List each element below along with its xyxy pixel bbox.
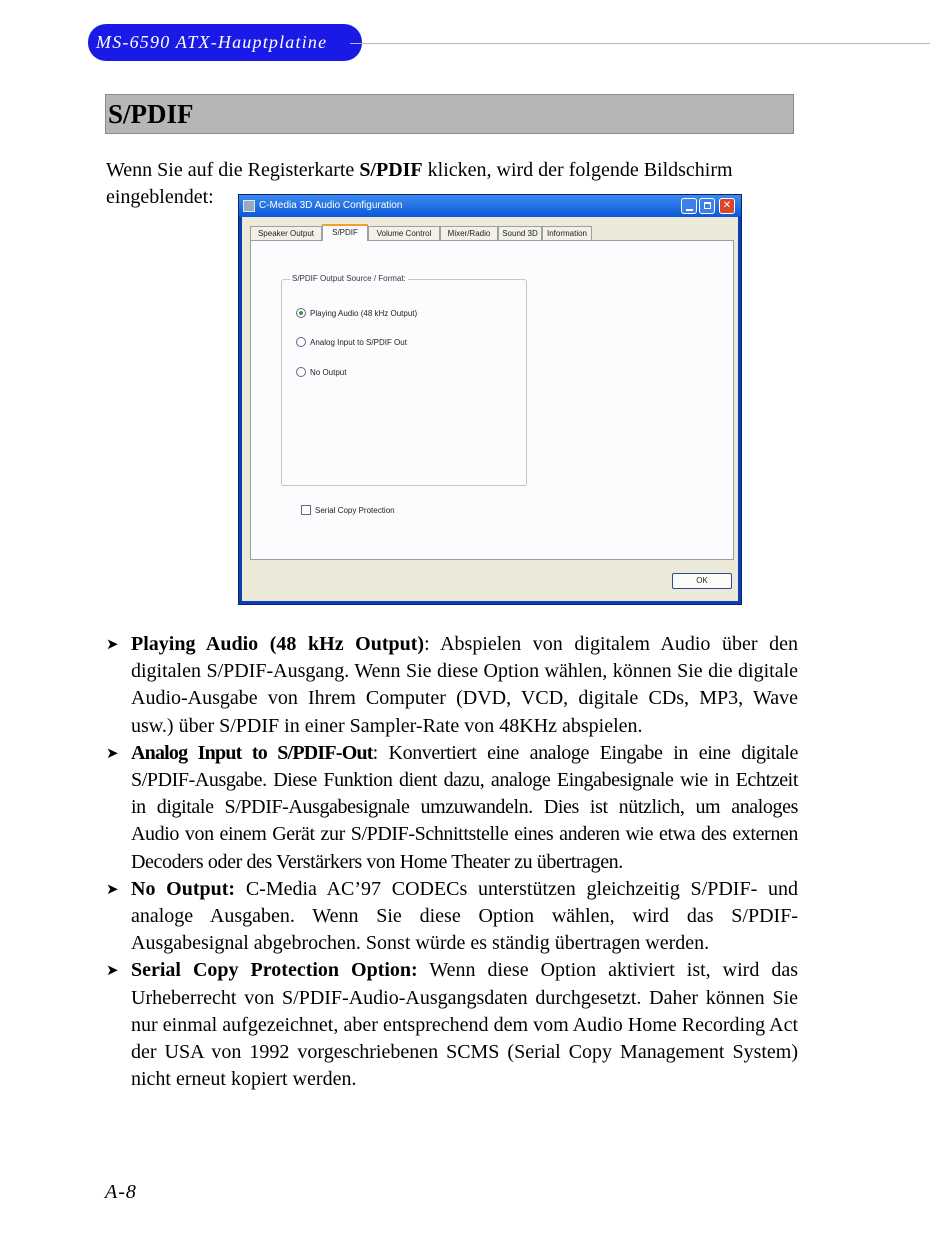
arrow-bullet-icon: ➤ [106, 635, 119, 653]
option-label: No Output [310, 368, 347, 377]
minimize-icon[interactable] [681, 198, 697, 214]
tab-information[interactable]: Information [542, 226, 592, 240]
tab-volume-control[interactable]: Volume Control [368, 226, 440, 240]
bullet-description: : Konvertiert eine analoge Eingabe in eine digitale S/PDIF-Ausgabe. Diese Funktion dient dazu, analoge Eingabesignale wie in Echtzeit in digitale S/PDIF-Ausgabesignale umzuwandeln. Dies ist nützlich, um analoges Audio von einem Gerät zur S/PDIF-Schnittstelle eines anderen wie etwa des externen Decoders oder des Verstärkers von Home Theater zu übertragen. [131, 741, 799, 873]
option-label: Analog Input to S/PDIF Out [310, 338, 407, 347]
spdif-tab-panel [250, 240, 734, 560]
option-description-list [106, 631, 798, 1093]
tab-sound-3d[interactable]: Sound 3D [498, 226, 542, 240]
close-icon[interactable]: ✕ [719, 198, 735, 214]
tab-speaker-output[interactable]: Speaker Output [250, 226, 322, 240]
maximize-icon[interactable] [699, 198, 715, 214]
radio-icon[interactable] [296, 337, 306, 347]
section-heading-bar [105, 94, 794, 134]
bullet-term: No Output: [131, 877, 236, 900]
checkbox-icon[interactable] [301, 505, 311, 515]
option-label: Playing Audio (48 kHz Output) [310, 309, 418, 318]
tab-spdif[interactable]: S/PDIF [322, 224, 368, 241]
header-rule [350, 43, 930, 44]
manual-title-badge: MS-6590 ATX-Hauptplatine [88, 24, 362, 61]
dialog-body [242, 217, 738, 601]
intro-text-after: klicken, wird der folgende Bildschirm eingeblendet: [106, 159, 733, 208]
arrow-bullet-icon: ➤ [106, 961, 119, 980]
bullet-description: Wenn diese Option aktiviert ist, wird das Urheberrecht von S/PDIF-Audio-Ausgangsdaten durchgesetzt. Daher können Sie nur einmal aufgezeichnet, aber entsprechend dem vom Audio Home Recording Act der USA von 1992 vorgeschriebenen SCMS (Serial Copy Management System) nicht erneut kopiert werden. [131, 959, 798, 1091]
section-title: S/PDIF [108, 99, 194, 129]
bullet-term: Serial Copy Protection Option: [131, 959, 418, 982]
list-item [106, 957, 798, 1093]
group-label: S/PDIF Output Source / Format: [292, 274, 406, 283]
list-item [106, 631, 798, 740]
bullet-description: : Abspielen von digitalem Audio über den digitalen S/PDIF-Ausgang. Wenn Sie diese Option wählen, können Sie die digitale Audio-Ausgabe von Ihrem Computer (DVD, VCD, digitale CDs, MP3, Wave usw.) über S/PDIF in einer Sampler-Rate von 48KHz abspielen. [131, 633, 798, 737]
dialog-title: C-Media 3D Audio Configuration [259, 200, 403, 211]
intro-text-before: Wenn Sie auf die Registerkarte [106, 159, 360, 181]
audio-config-dialog [238, 194, 742, 605]
intro-text-bold: S/PDIF [359, 159, 423, 181]
bullet-term: Playing Audio (48 kHz Output) [131, 633, 425, 655]
ok-button[interactable]: OK [672, 573, 732, 589]
page-number: A-8 [105, 1181, 137, 1203]
radio-icon[interactable] [296, 367, 306, 377]
dialog-titlebar [239, 195, 741, 217]
radio-selected-icon[interactable] [296, 308, 306, 318]
tab-mixer-radio[interactable]: Mixer/Radio [440, 226, 498, 240]
list-item [106, 876, 798, 958]
arrow-bullet-icon: ➤ [106, 879, 119, 898]
app-icon [243, 200, 255, 212]
bullet-description: C-Media AC’97 CODECs unterstützen gleichzeitig S/PDIF- und analoge Ausgaben. Wenn Sie diese Option wählen, wird das S/PDIF-Ausgabesignal abgebrochen. Sonst würde es ständig übertragen werden. [131, 877, 798, 955]
bullet-term: Analog Input to S/PDIF-Out [131, 741, 373, 764]
checkbox-label: Serial Copy Protection [315, 506, 395, 515]
list-item [106, 740, 798, 876]
arrow-bullet-icon: ➤ [106, 743, 119, 762]
output-format-group [281, 274, 527, 486]
